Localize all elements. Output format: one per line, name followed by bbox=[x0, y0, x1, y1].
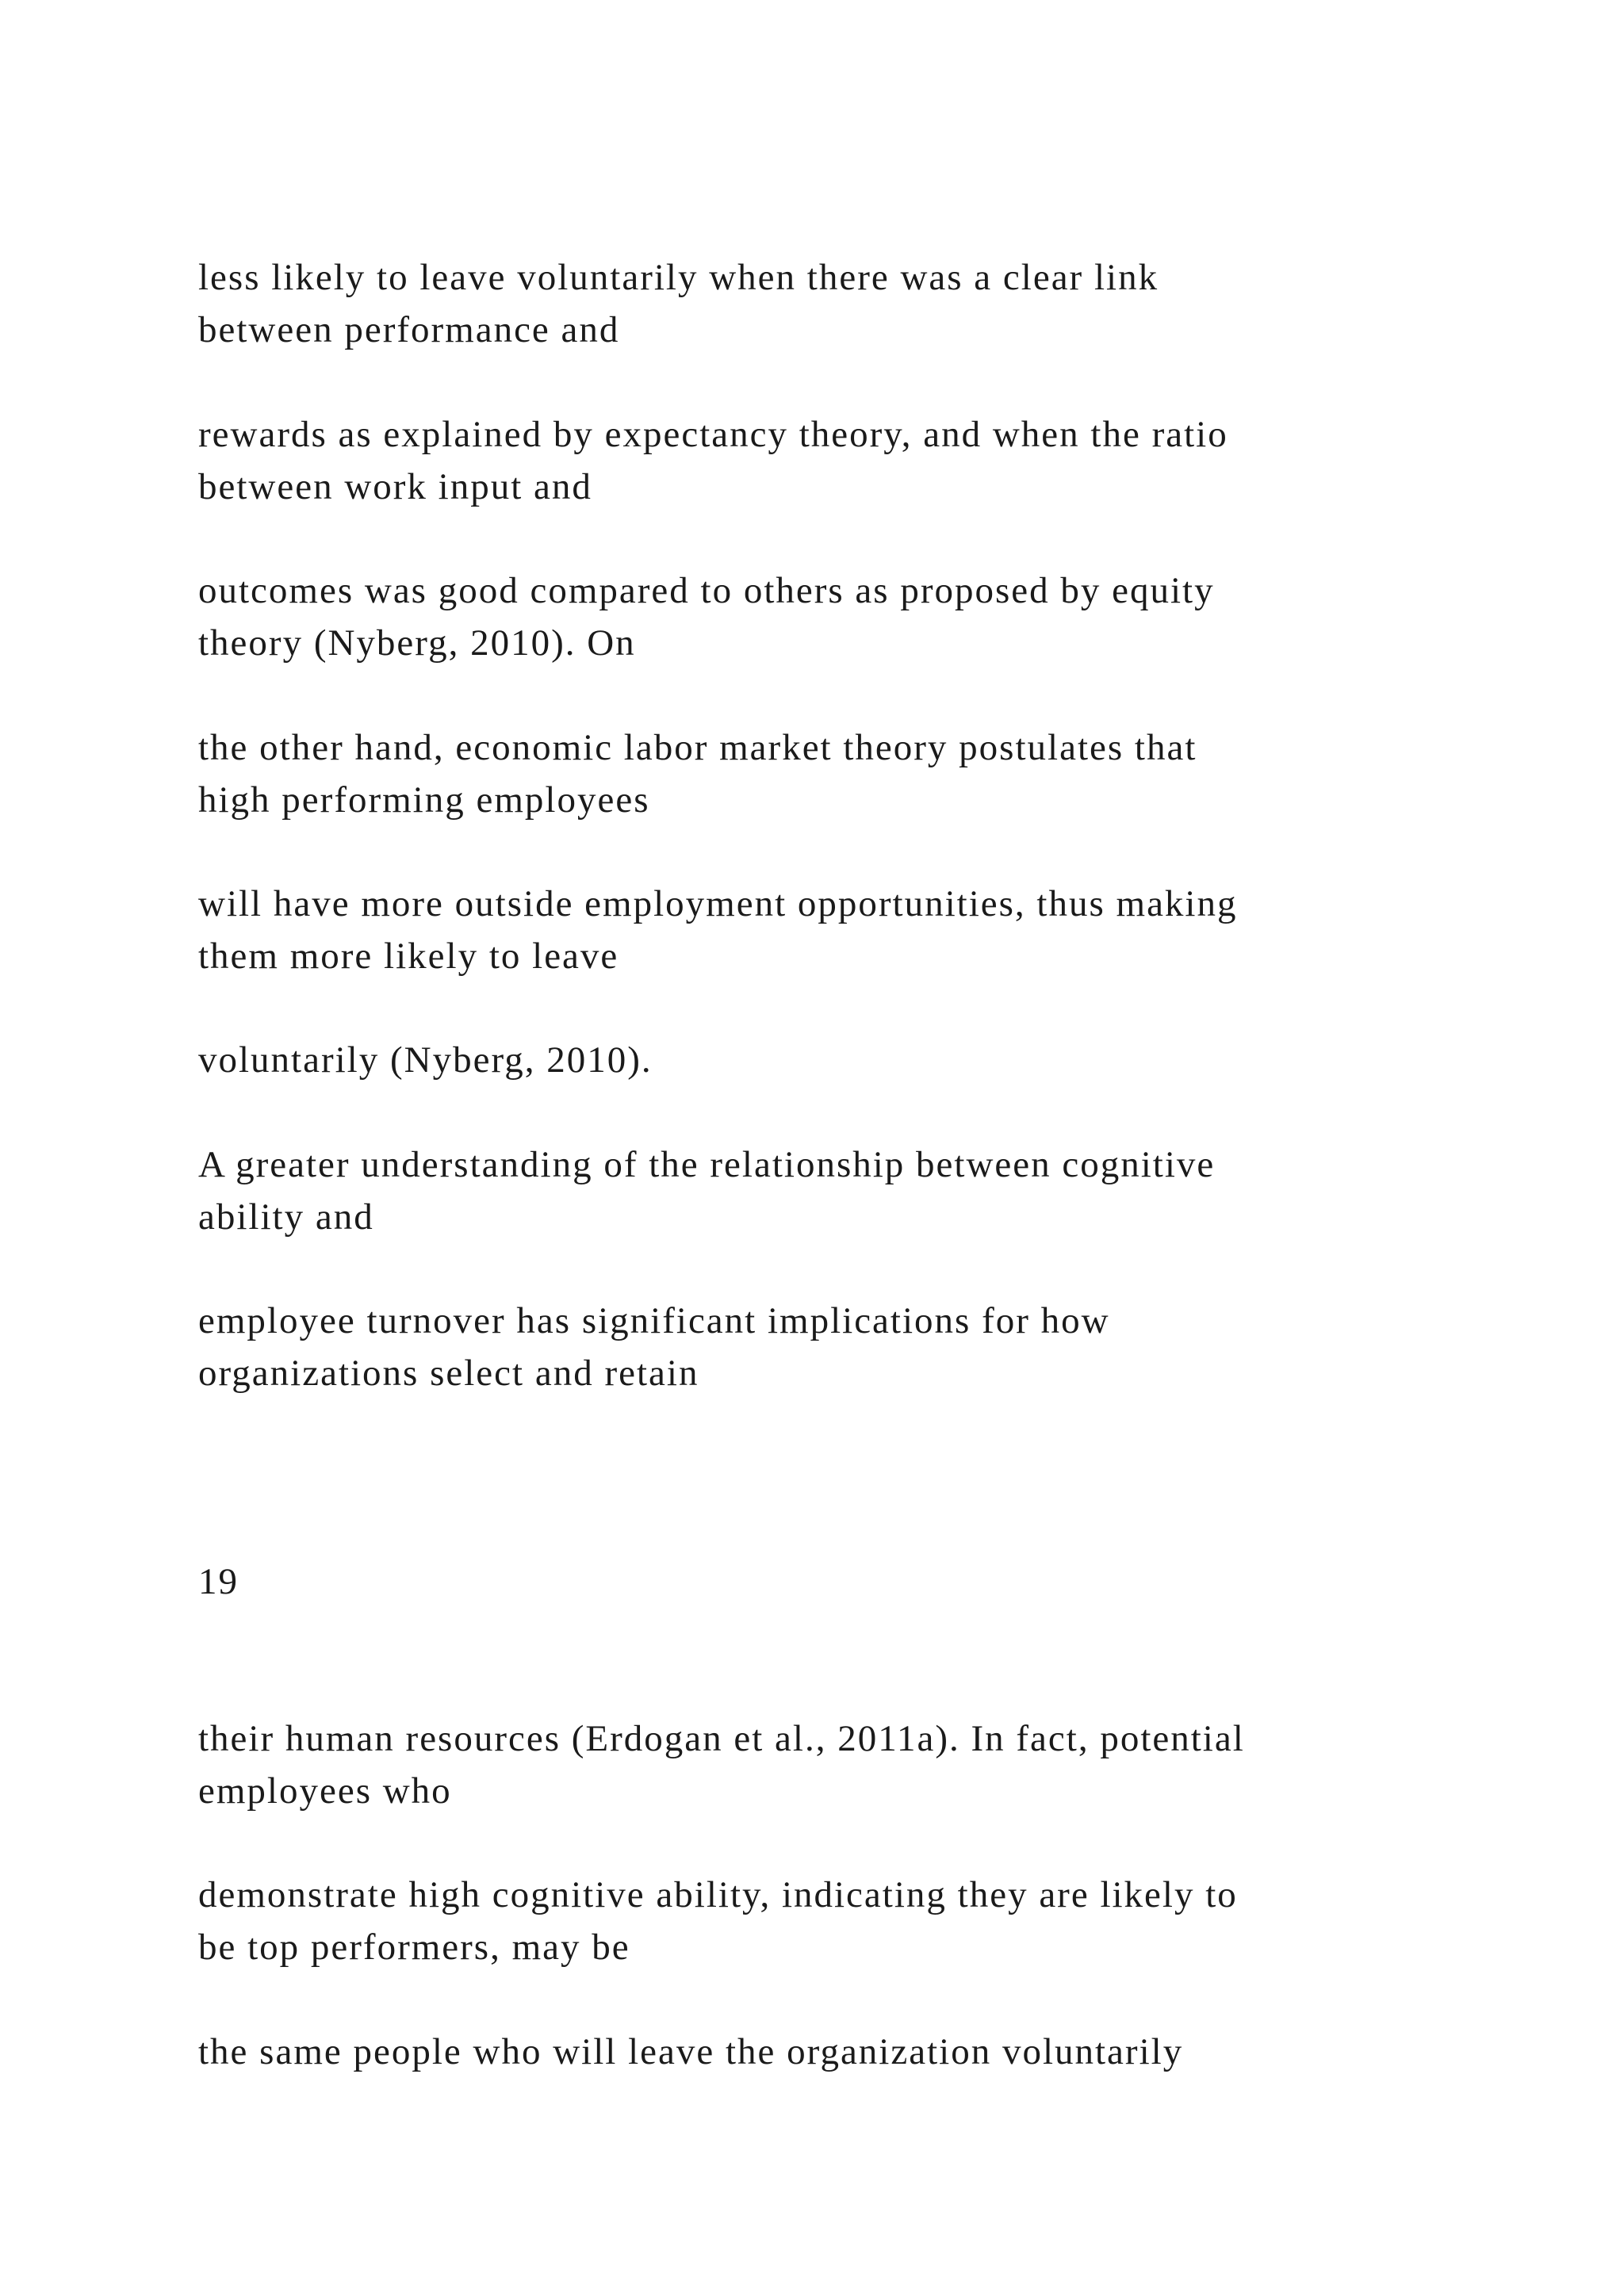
text-line: voluntarily (Nyberg, 2010). bbox=[198, 1039, 653, 1081]
text-line: their human resources (Erdogan et al., 2011a). In fact, potential bbox=[198, 1718, 1245, 1759]
text-line: ability and bbox=[198, 1196, 374, 1238]
text-line: be top performers, may be bbox=[198, 1927, 630, 1968]
paragraph bbox=[198, 1138, 1467, 1243]
text-line: demonstrate high cognitive ability, indicating they are likely to bbox=[198, 1874, 1238, 1915]
text-line: 19 bbox=[198, 1561, 239, 1602]
text-line: A greater understanding of the relationship between cognitive bbox=[198, 1144, 1216, 1185]
text-line: organizations select and retain bbox=[198, 1353, 699, 1394]
paragraph bbox=[198, 564, 1467, 669]
paragraph bbox=[198, 251, 1467, 356]
page-number bbox=[198, 1556, 1467, 1608]
text-line: will have more outside employment opportunities, thus making bbox=[198, 883, 1238, 924]
text-line: outcomes was good compared to others as proposed by equity bbox=[198, 570, 1215, 611]
text-line: them more likely to leave bbox=[198, 936, 619, 977]
paragraph bbox=[198, 1712, 1467, 1817]
text-line: between work input and bbox=[198, 466, 592, 507]
text-line: theory (Nyberg, 2010). On bbox=[198, 622, 636, 664]
text-line: between performance and bbox=[198, 309, 620, 350]
text-line: employee turnover has significant implications for how bbox=[198, 1300, 1110, 1341]
paragraph bbox=[198, 2026, 1467, 2078]
paragraph bbox=[198, 721, 1467, 826]
text-line: less likely to leave voluntarily when there was a clear link bbox=[198, 257, 1159, 298]
paragraph bbox=[198, 408, 1467, 513]
text-line: rewards as explained by expectancy theory, and when the ratio bbox=[198, 414, 1228, 455]
text-line: the same people who will leave the organization voluntarily bbox=[198, 2031, 1184, 2072]
paragraph bbox=[198, 1869, 1467, 1973]
paragraph bbox=[198, 1034, 1467, 1086]
text-line: high performing employees bbox=[198, 779, 650, 821]
text-line: the other hand, economic labor market theory postulates that bbox=[198, 727, 1197, 768]
paragraph bbox=[198, 1295, 1467, 1399]
text-line: employees who bbox=[198, 1770, 452, 1812]
paragraph bbox=[198, 878, 1467, 982]
